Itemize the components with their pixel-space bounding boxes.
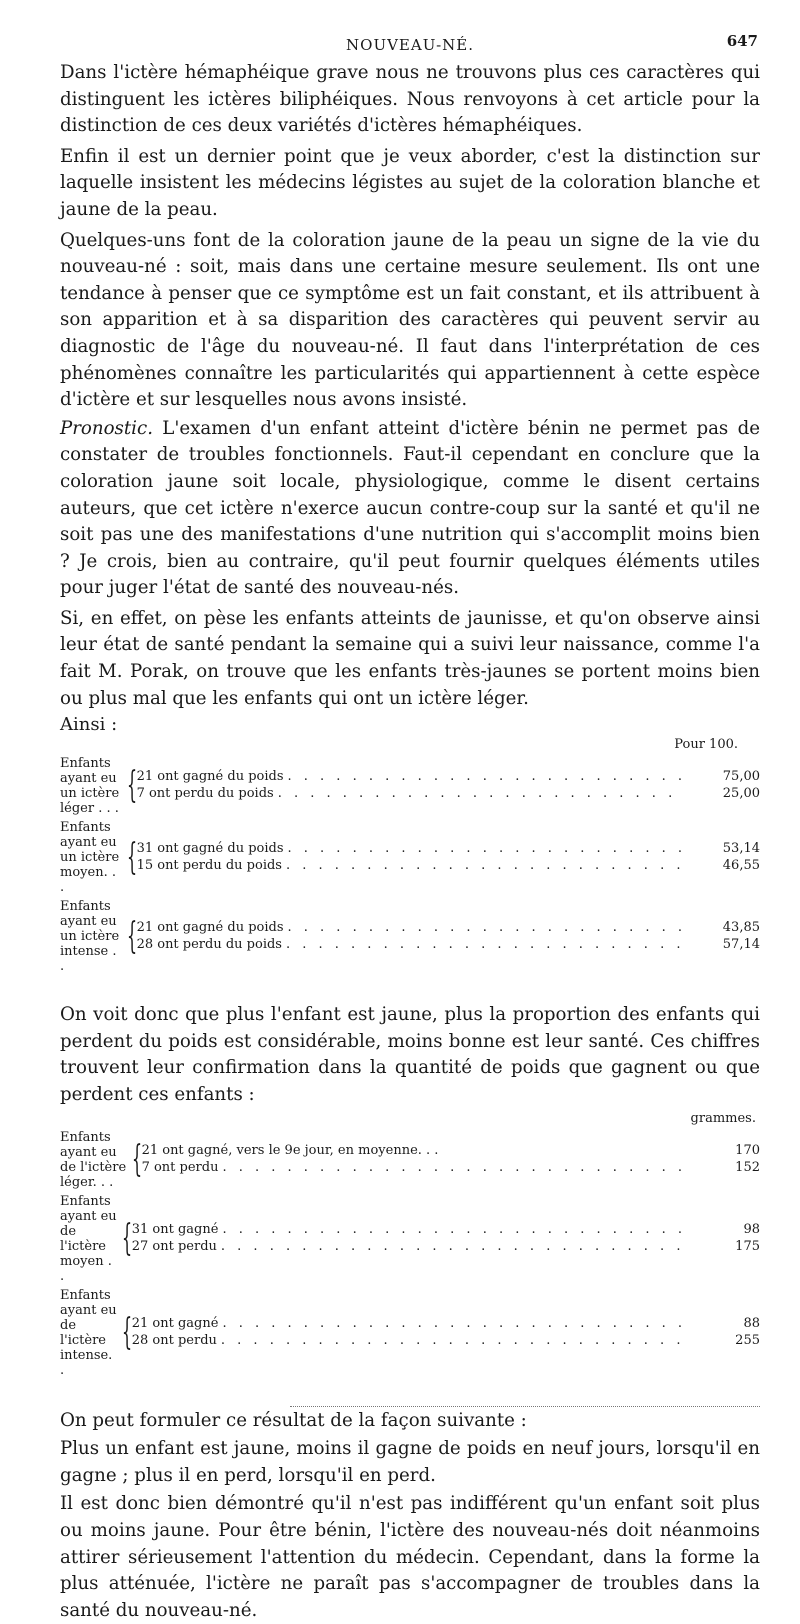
brace: { xyxy=(126,915,137,957)
table-group xyxy=(60,1288,760,1378)
table-row: 21 ont gagné du poids . . . . . . . . . . . . . . . . . . . . . . . . . 43,85 xyxy=(136,919,760,935)
paragraph-conclusion: Il est donc bien démontré qu'il n'est pas indifférent qu'un enfant soit plus ou moins jaune. Pour être bénin, l'ictère des nouveau-nés doit néanmoins attirer sérieusement l'attention du médecin. Cependant, dans la forme la plus atténuée, l'ictère ne paraît pas s'accompagner de troubles dans la santé du nouveau-né. xyxy=(60,1493,760,1621)
table-group xyxy=(60,1130,760,1190)
table-group xyxy=(60,899,760,974)
group-label: Enfants ayant eu un ictère moyen. . . xyxy=(60,820,120,896)
health-percent-table xyxy=(60,737,760,974)
paragraph-distinction: Enfin il est un dernier point que je veux aborder, c'est la distinction sur laquelle insistent les médecins légistes au sujet de la coloration blanche et jaune de la peau. xyxy=(60,145,760,220)
table-row: 21 ont gagné . . . . . . . . . . . . . . . . . . . . . . . . . . . . . 88 xyxy=(131,1315,760,1331)
page-header xyxy=(60,28,760,60)
group-label: Enfants ayant eu de l'ictère intense. . xyxy=(60,1287,117,1378)
table-row: 7 ont perdu . . . . . . . . . . . . . . . . . . . . . . . . . . . . . 152 xyxy=(141,1159,760,1175)
unit-percent: Pour 100. xyxy=(674,737,738,753)
paragraph-formuler: On peut formuler ce résultat de la façon suivante : xyxy=(60,1409,527,1431)
footer-divider xyxy=(290,1406,760,1407)
ainsi-label: Ainsi : xyxy=(60,714,118,736)
page-number: 647 xyxy=(726,32,758,50)
table-row: 21 ont gagné, vers le 9e jour, en moyenne. . . 170 xyxy=(141,1142,760,1158)
table-row: 31 ont gagné du poids . . . . . . . . . . . . . . . . . . . . . . . . . 53,14 xyxy=(136,840,760,856)
brace: { xyxy=(131,1138,142,1180)
table-row: 21 ont gagné du poids . . . . . . . . . . . . . . . . . . . . . . . . . 75,00 xyxy=(136,769,760,785)
book-page xyxy=(60,28,760,1624)
paragraph-on-voit: On voit donc que plus l'enfant est jaune, plus la proportion des enfants qui perdent du poids est considérable, moins bonne est leur santé. Ces chiffres trouvent leur confirmation dans la quantité de poids que gagnent ou que perdent ces enfants : xyxy=(60,1004,760,1106)
weight-grams-table xyxy=(60,1111,760,1378)
table-row: 31 ont gagné . . . . . . . . . . . . . . . . . . . . . . . . . . . . . 98 xyxy=(131,1221,760,1237)
table-group xyxy=(60,756,760,816)
table-group xyxy=(60,820,760,895)
group-label: Enfants ayant eu de l'ictère léger. . . xyxy=(60,1129,127,1190)
brace: { xyxy=(121,1311,132,1353)
paragraph-pronostic xyxy=(60,416,760,602)
group-label: Enfants ayant eu de l'ictère moyen . . xyxy=(60,1193,117,1284)
running-title: NOUVEAU-NÉ. xyxy=(346,36,474,54)
table-row: 27 ont perdu . . . . . . . . . . . . . . . . . . . . . . . . . . . . . 175 xyxy=(131,1238,760,1254)
pronostic-heading: Pronostic. xyxy=(60,417,153,439)
group-label: Enfants ayant eu un ictère intense . . xyxy=(60,899,120,975)
paragraph-hemapheique: Dans l'ictère hémaphéique grave nous ne trouvons plus ces caractères qui distinguent les ictères biliphéiques. Nous renvoyons à cet article pour la distinction de ces deux variétés d'ictères hémaphéiques. xyxy=(60,62,760,137)
brace: { xyxy=(126,765,137,807)
paragraph-plus-jaune: Plus un enfant est jaune, moins il gagne de poids en neuf jours, lorsqu'il en gagne ; plus il en perd, lorsqu'il en perd. xyxy=(60,1438,760,1486)
table-row: 15 ont perdu du poids . . . . . . . . . . . . . . . . . . . . . . . . . 46,55 xyxy=(136,857,760,873)
unit-grams: grammes. xyxy=(690,1110,756,1126)
table-row: 7 ont perdu du poids . . . . . . . . . . . . . . . . . . . . . . . . . 25,00 xyxy=(136,786,760,802)
table-row: 28 ont perdu du poids . . . . . . . . . . . . . . . . . . . . . . . . . 57,14 xyxy=(136,936,760,952)
brace: { xyxy=(121,1217,132,1259)
group-label: Enfants ayant eu un ictère léger . . . xyxy=(60,756,120,817)
pronostic-text: L'examen d'un enfant atteint d'ictère bénin ne permet pas de constater de troubles fonctionnels. Faut-il cependant en conclure que la coloration jaune soit locale, physiologique, comme le disent certains auteurs, que cet ictère n'exerce aucun contre-coup sur la santé et qu'il ne soit pas une des manifestations d'une nutrition qui s'accomplit moins bien ? Je crois, bien au contraire, qu'il peut fournir quelques éléments utiles pour juger l'état de santé des nouveau-nés. xyxy=(60,417,760,599)
table-row: 28 ont perdu . . . . . . . . . . . . . . . . . . . . . . . . . . . . . 255 xyxy=(131,1332,760,1348)
brace: { xyxy=(126,836,137,878)
paragraph-porak: Si, en effet, on pèse les enfants atteints de jaunisse, et qu'on observe ainsi leur état de santé pendant la semaine qui a suivi leur naissance, comme l'a fait M. Porak, on trouve que les enfants très-jaunes se portent moins bien ou plus mal que les enfants qui ont un ictère léger. xyxy=(60,607,760,709)
table-group xyxy=(60,1194,760,1284)
paragraph-medecins-legistes: Quelques-uns font de la coloration jaune de la peau un signe de la vie du nouveau-né : soit, mais dans une certaine mesure seulement. Ils ont une tendance à penser que ce symptôme est un fait constant, et ils attribuent à son apparition et à sa disparition des caractères qui peuvent servir au diagnostic de l'âge du nouveau-né. Il faut dans l'interprétation de ces phénomènes connaître les particularités qui appartiennent à cette espèce d'ictère et sur lesquelles nous avons insisté. xyxy=(60,229,760,411)
